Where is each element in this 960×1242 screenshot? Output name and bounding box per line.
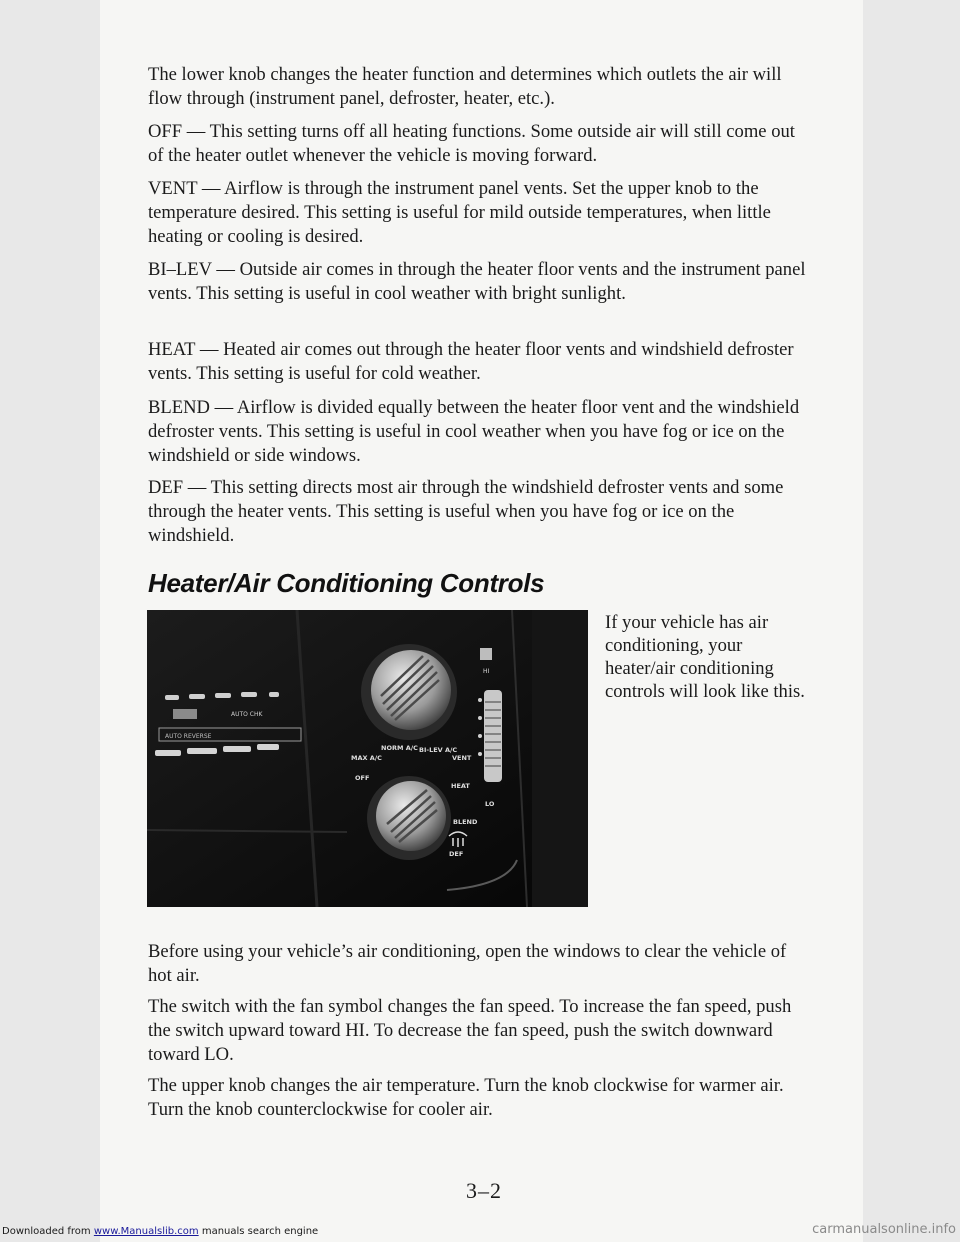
norm-ac-label: NORM A/C — [381, 744, 418, 752]
off-paragraph: OFF — This setting turns off all heating functions. Some outside air will still come out of the heater outlet whenever the vehicle is moving forward. — [148, 121, 795, 166]
manualslib-link[interactable]: www.Manualslib.com — [93, 1226, 199, 1237]
heat-label: HEAT — [451, 782, 470, 790]
def-label: DEF — [449, 850, 464, 858]
auto-chk-label: AUTO CHK — [231, 711, 263, 718]
footer-prefix: Downloaded from — [2, 1226, 91, 1237]
footer-suffix: manuals search engine — [201, 1226, 319, 1237]
max-ac-label: MAX A/C — [351, 754, 382, 762]
mode-knob — [367, 776, 451, 860]
lo-label: LO — [485, 800, 495, 808]
hvac-control-photo — [147, 610, 588, 907]
blend-label: BLEND — [453, 818, 478, 826]
auto-reverse-label: AUTO REVERSE — [165, 733, 212, 740]
before-ac-paragraph: Before using your vehicle’s air conditioning, open the windows to clear the vehicle of hot air. — [148, 941, 787, 986]
bilev-paragraph: BI–LEV — Outside air comes in through the heater floor vents and the instrument panel vents. This setting is useful in cool weather with bright sunlight. — [148, 259, 806, 304]
hvac-control-illustration — [147, 610, 588, 907]
temperature-knob — [361, 644, 457, 740]
intro-paragraph: The lower knob changes the heater function and determines which outlets the air will flow through (instrument panel, defroster, heater, etc.). — [148, 64, 782, 109]
vent-paragraph: VENT — Airflow is through the instrument panel vents. Set the upper knob to the temperature desired. This setting is useful for mild outside temperatures, when little heating or cooling is desired. — [148, 178, 771, 247]
download-footer — [2, 1226, 318, 1237]
vent-label: VENT — [452, 754, 472, 762]
fan-switch-paragraph: The switch with the fan symbol changes the fan speed. To increase the fan speed, push the switch upward toward HI. To decrease the fan speed, push the switch downward toward LO. — [148, 996, 792, 1065]
section-heading: Heater/Air Conditioning Controls — [148, 568, 545, 598]
watermark: carmanualsonline.info — [812, 1222, 956, 1237]
bi-lev-ac-label: BI-LEV A/C — [419, 746, 458, 754]
side-note: If your vehicle has air conditioning, your heater/air conditioning controls will look like this. — [605, 612, 805, 702]
heat-paragraph: HEAT — Heated air comes out through the heater floor vents and windshield defroster vents. This setting is useful for cold weather. — [148, 339, 794, 384]
svg-text:HI: HI — [483, 668, 490, 675]
blend-paragraph: BLEND — Airflow is divided equally between the heater floor vent and the windshield defroster vents. This setting is useful in cool weather when you have fog or ice on the windshield or side windows. — [148, 397, 800, 466]
radio-seek-button — [173, 709, 197, 719]
off-label: OFF — [355, 774, 370, 782]
def-paragraph: DEF — This setting directs most air through the windshield defroster vents and some through the heater vents. This setting is useful when you have fog or ice on the windshield. — [148, 477, 784, 546]
fan-icon — [480, 648, 492, 660]
upper-knob-paragraph: The upper knob changes the air temperature. Turn the knob clockwise for warmer air. Turn the knob counterclockwise for cooler air. — [148, 1075, 784, 1120]
page-number: 3–2 — [466, 1178, 502, 1203]
